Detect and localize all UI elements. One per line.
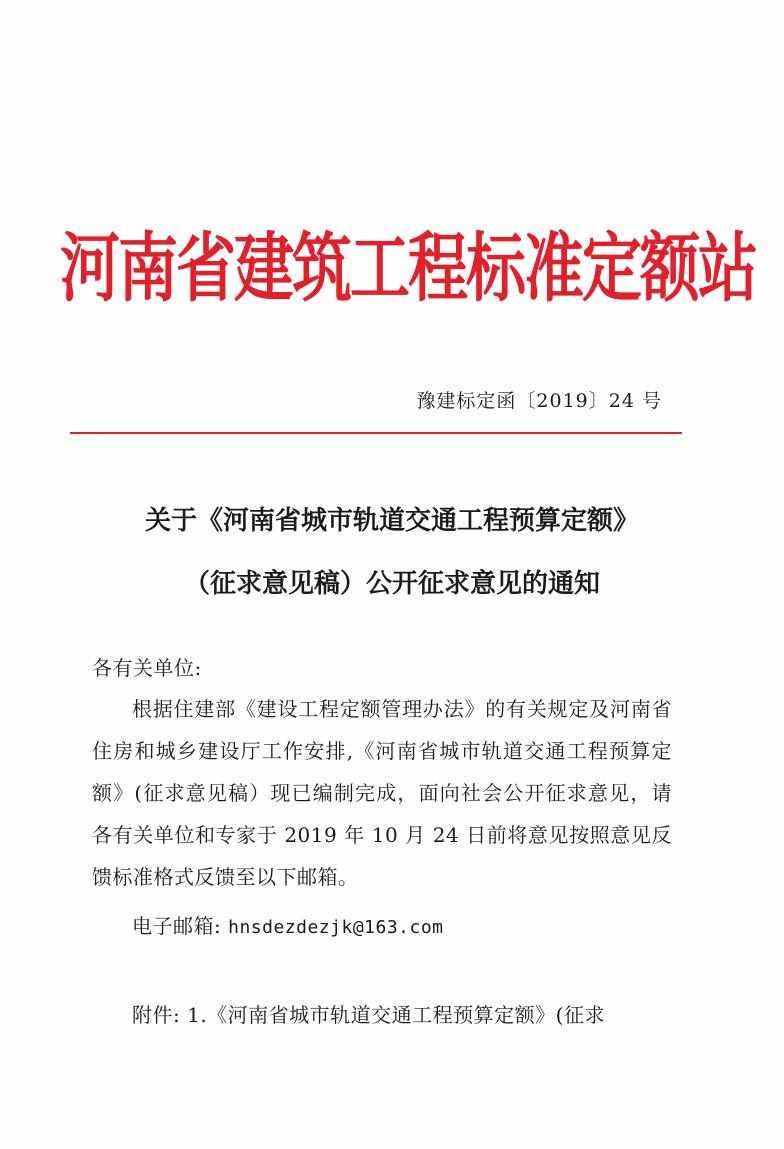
red-divider-line [70, 432, 682, 434]
notice-title-line-1: 关于《河南省城市轨道交通工程预算定额》 [144, 506, 639, 536]
body-paragraph: 根据住建部《建设工程定额管理办法》的有关规定及河南省住房和城乡建设厅工作安排,《河南省城市轨道交通工程预算定额》(征求意见稿）现已编制完成，面向社会公开征求意见，请各有关单位和专家于 2019 年 10 月 24 日前将意见按照意见反馈标准格式反馈至以下邮箱。 [92, 697, 672, 889]
document-number: 豫建标定函〔2019〕24 号 [416, 390, 662, 412]
salutation: 各有关单位: [92, 656, 202, 680]
email-address[interactable]: hnsdezdezjk@163.com [228, 917, 444, 938]
email-label: 电子邮箱: [132, 914, 229, 938]
email-line [132, 905, 672, 949]
attachment-line: 附件: 1.《河南省城市轨道交通工程预算定额》(征求 [132, 1003, 605, 1027]
organization-header: 河南省建筑工程标准定额站 [60, 225, 756, 313]
notice-title-line-2: （征求意见稿）公开征求意见的通知 [183, 569, 600, 599]
